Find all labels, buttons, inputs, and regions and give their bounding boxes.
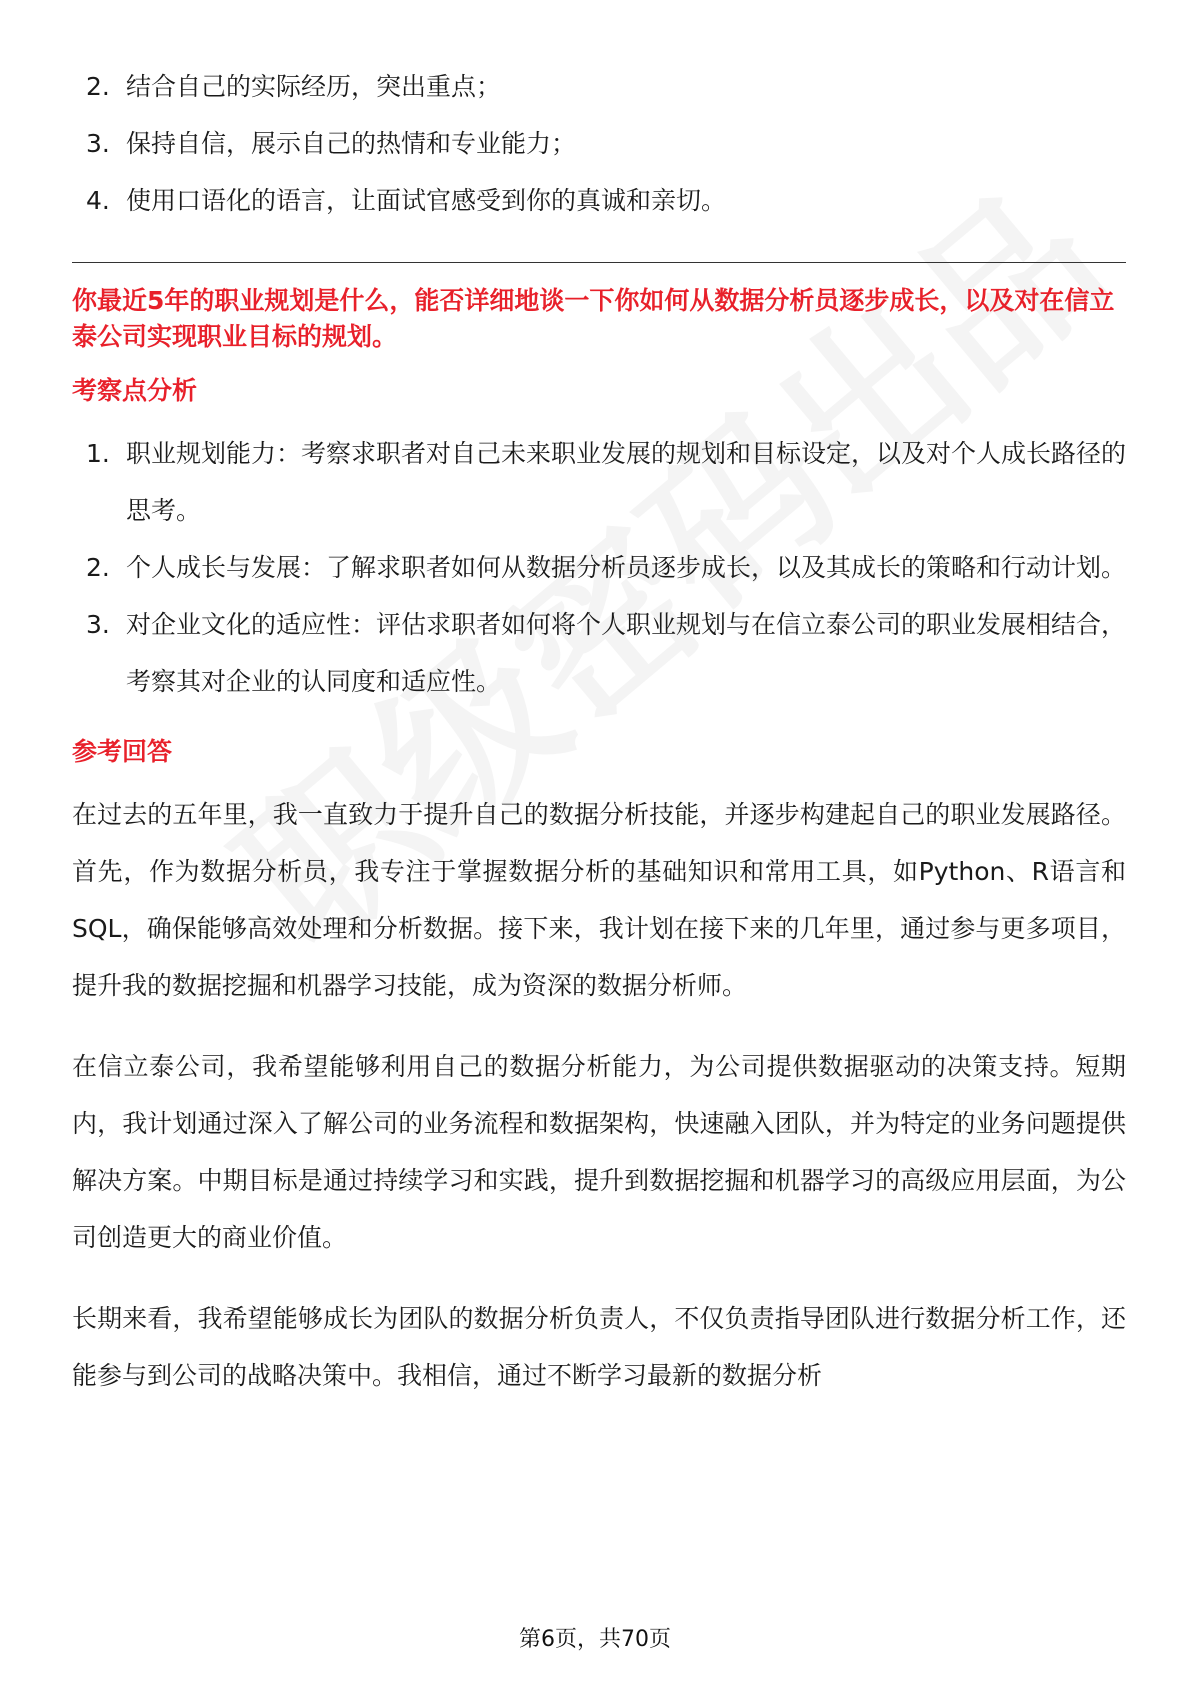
list-text: 保持自信，展示自己的热情和专业能力； (126, 129, 577, 158)
list-number: 3. (86, 129, 110, 158)
list-text: 结合自己的实际经历，突出重点； (126, 72, 502, 101)
answer-paragraph: 在信立泰公司，我希望能够利用自己的数据分析能力，为公司提供数据驱动的决策支持。短期内，我计划通过深入了解公司的业务流程和数据架构，快速融入团队，并为特定的业务问题提供解决方案。中期目标是通过持续学习和实践，提升到数据挖掘和机器学习的高级应用层面，为公司创造更大的商业价值。 (72, 1052, 1126, 1252)
list-number: 3. (86, 610, 110, 639)
list-text: 职业规划能力：考察求职者对自己未来职业发展的规划和目标设定，以及对个人成长路径的思考。 (126, 439, 1127, 525)
list-item (72, 425, 1126, 539)
list-item (72, 172, 1126, 229)
analysis-heading: 考察点分析 (72, 376, 198, 405)
section-divider (72, 262, 1126, 263)
list-number: 4. (86, 186, 110, 215)
page-footer: 第6页，共70页 (519, 1627, 671, 1652)
list-item (72, 58, 1126, 115)
intro-list (72, 58, 1126, 229)
list-text: 使用口语化的语言，让面试官感受到你的真诚和亲切。 (126, 186, 727, 215)
answer-paragraph: 在过去的五年里，我一直致力于提升自己的数据分析技能，并逐步构建起自己的职业发展路径。首先，作为数据分析员，我专注于掌握数据分析的基础知识和常用工具，如Python、R语言和SQL，确保能够高效处理和分析数据。接下来，我计划在接下来的几年里，通过参与更多项目，提升我的数据挖掘和机器学习技能，成为资深的数据分析师。 (72, 800, 1126, 1000)
list-item (72, 539, 1126, 596)
list-number: 1. (86, 439, 110, 468)
page-content (72, 58, 1126, 1404)
list-text: 个人成长与发展：了解求职者如何从数据分析员逐步成长，以及其成长的策略和行动计划。 (126, 553, 1127, 582)
analysis-list (72, 425, 1126, 710)
answer-heading: 参考回答 (72, 737, 173, 766)
answer-paragraph: 长期来看，我希望能够成长为团队的数据分析负责人，不仅负责指导团队进行数据分析工作，还能参与到公司的战略决策中。我相信，通过不断学习最新的数据分析 (72, 1304, 1126, 1390)
list-item (72, 596, 1126, 710)
list-number: 2. (86, 72, 110, 101)
list-number: 2. (86, 553, 110, 582)
list-item (72, 115, 1126, 172)
interview-question: 你最近5年的职业规划是什么，能否详细地谈一下你如何从数据分析员逐步成长，以及对在信立泰公司实现职业目标的规划。 (72, 286, 1115, 351)
list-text: 对企业文化的适应性：评估求职者如何将个人职业规划与在信立泰公司的职业发展相结合，考察其对企业的认同度和适应性。 (126, 610, 1127, 696)
